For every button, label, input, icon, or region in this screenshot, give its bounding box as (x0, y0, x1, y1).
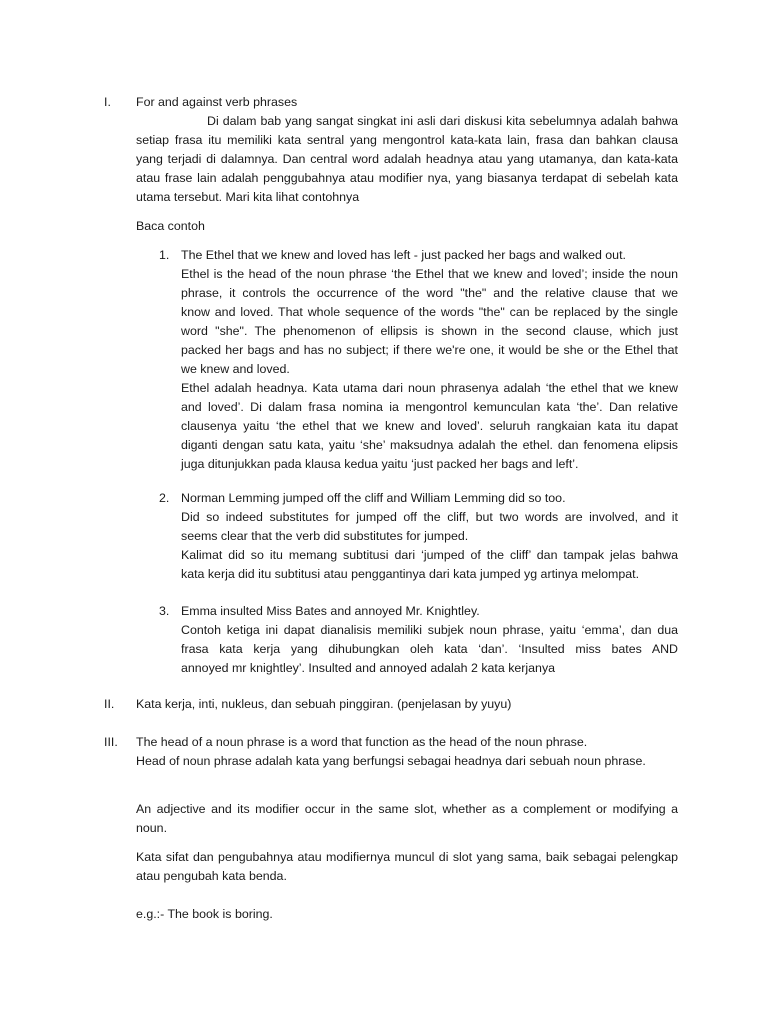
text-line: Did so indeed substitutes for jumped off the cliff, but two words are involved, and it (181, 510, 678, 524)
example-number: 2. (159, 491, 170, 505)
text-line: packed her bags and has no subject; if there we're one, it would be she or the Ethel that (181, 343, 678, 357)
text-line: know and loved. That whole sequence of the words "the" can be replaced by the single (181, 305, 678, 319)
section-heading: For and against verb phrases (136, 95, 298, 109)
example-sentence: Emma insulted Miss Bates and annoyed Mr. Knightley. (181, 604, 480, 618)
text-line: An adjective and its modifier occur in the same slot, whether as a complement or modifying a (136, 802, 678, 816)
example-sentence: The Ethel that we knew and loved has left - just packed her bags and walked out. (181, 248, 626, 262)
text-line: phrase, it controls the occurrence of the word "the" and the relative clause that we (181, 286, 678, 300)
example-number: 1. (159, 248, 170, 262)
text-line: word "she". The phenomenon of ellipsis is shown in the second clause, which just (181, 324, 678, 338)
text-line: atau pengubah kata benda. (136, 869, 287, 883)
example-number: 3. (159, 604, 170, 618)
text-line: we knew and loved. (181, 362, 290, 376)
text-line: Ethel adalah headnya. Kata utama dari noun phrasenya adalah ‘the ethel that we knew (181, 381, 678, 395)
text-line: yang terjadi di dalamnya. Dan central word adalah headnya atau yang utamanya, dan kata-kata (136, 152, 678, 166)
text-line: The head of a noun phrase is a word that function as the head of the noun phrase. (136, 735, 588, 749)
text-line: frasa kata kerja yang dihubungkan oleh kata ‘dan’. ‘Insulted miss bates AND (181, 642, 678, 656)
text-line: Kalimat did so itu memang subtitusi dari ‘jumped of the cliff’ dan tampak jelas bahwa (181, 548, 678, 562)
text-line: and loved’. Di dalam frasa nomina ia mengontrol kemunculan kata ‘the’. Dan relative (181, 400, 678, 414)
text-line: Contoh ketiga ini dapat dianalisis memiliki subjek noun phrase, yaitu ‘emma’, dan dua (181, 623, 678, 637)
text-line: seems clear that the verb did substitutes for jumped. (181, 529, 469, 543)
example-eg: e.g.:- The book is boring. (136, 907, 273, 921)
section-heading: Kata kerja, inti, nukleus, dan sebuah pinggiran. (penjelasan by yuyu) (136, 697, 512, 711)
text-line: diganti dengan satu kata, yaitu ‘she’ maksudnya adalah the ethel. dan fenomena elipsis (181, 438, 678, 452)
section-numeral: II. (104, 697, 115, 711)
section-numeral: III. (104, 735, 118, 749)
text-line: Di dalam bab yang sangat singkat ini asli dari diskusi kita sebelumnya adalah bahwa (207, 114, 678, 128)
text-line: utama tersebut. Mari kita lihat contohnya (136, 190, 360, 204)
text-line: noun. (136, 821, 168, 835)
text-line: Head of noun phrase adalah kata yang berfungsi sebagai headnya dari sebuah noun phrase. (136, 754, 646, 768)
text-line: atau frase lain adalah penggubahnya atau modifier nya, yang biasanya terdapat di sebelah kata (136, 171, 678, 185)
text-line: kata kerja did itu subtitusi atau penggantinya dari kata jumped yg artinya melompat. (181, 567, 640, 581)
baca-contoh-label: Baca contoh (136, 219, 205, 233)
example-sentence: Norman Lemming jumped off the cliff and William Lemming did so too. (181, 491, 566, 505)
section-numeral: I. (104, 95, 111, 109)
text-line: juga ditunjukkan pada klausa kedua yaitu ‘just packed her bags and left’. (181, 457, 579, 471)
text-line: Kata sifat dan pengubahnya atau modifiernya muncul di slot yang sama, baik sebagai pelengkap (136, 850, 678, 864)
text-line: setiap frasa itu memiliki kata sentral yang mengontrol kata-kata lain, frasa dan bahkan clausa (136, 133, 678, 147)
text-line: clausenya yaitu ‘the ethel that we knew and loved’. seluruh rangkaian kata itu dapat (181, 419, 678, 433)
text-line: Ethel is the head of the noun phrase ‘the Ethel that we knew and loved’; inside the noun (181, 267, 678, 281)
text-line: annoyed mr knightley’. Insulted and annoyed adalah 2 kata kerjanya (181, 661, 556, 675)
